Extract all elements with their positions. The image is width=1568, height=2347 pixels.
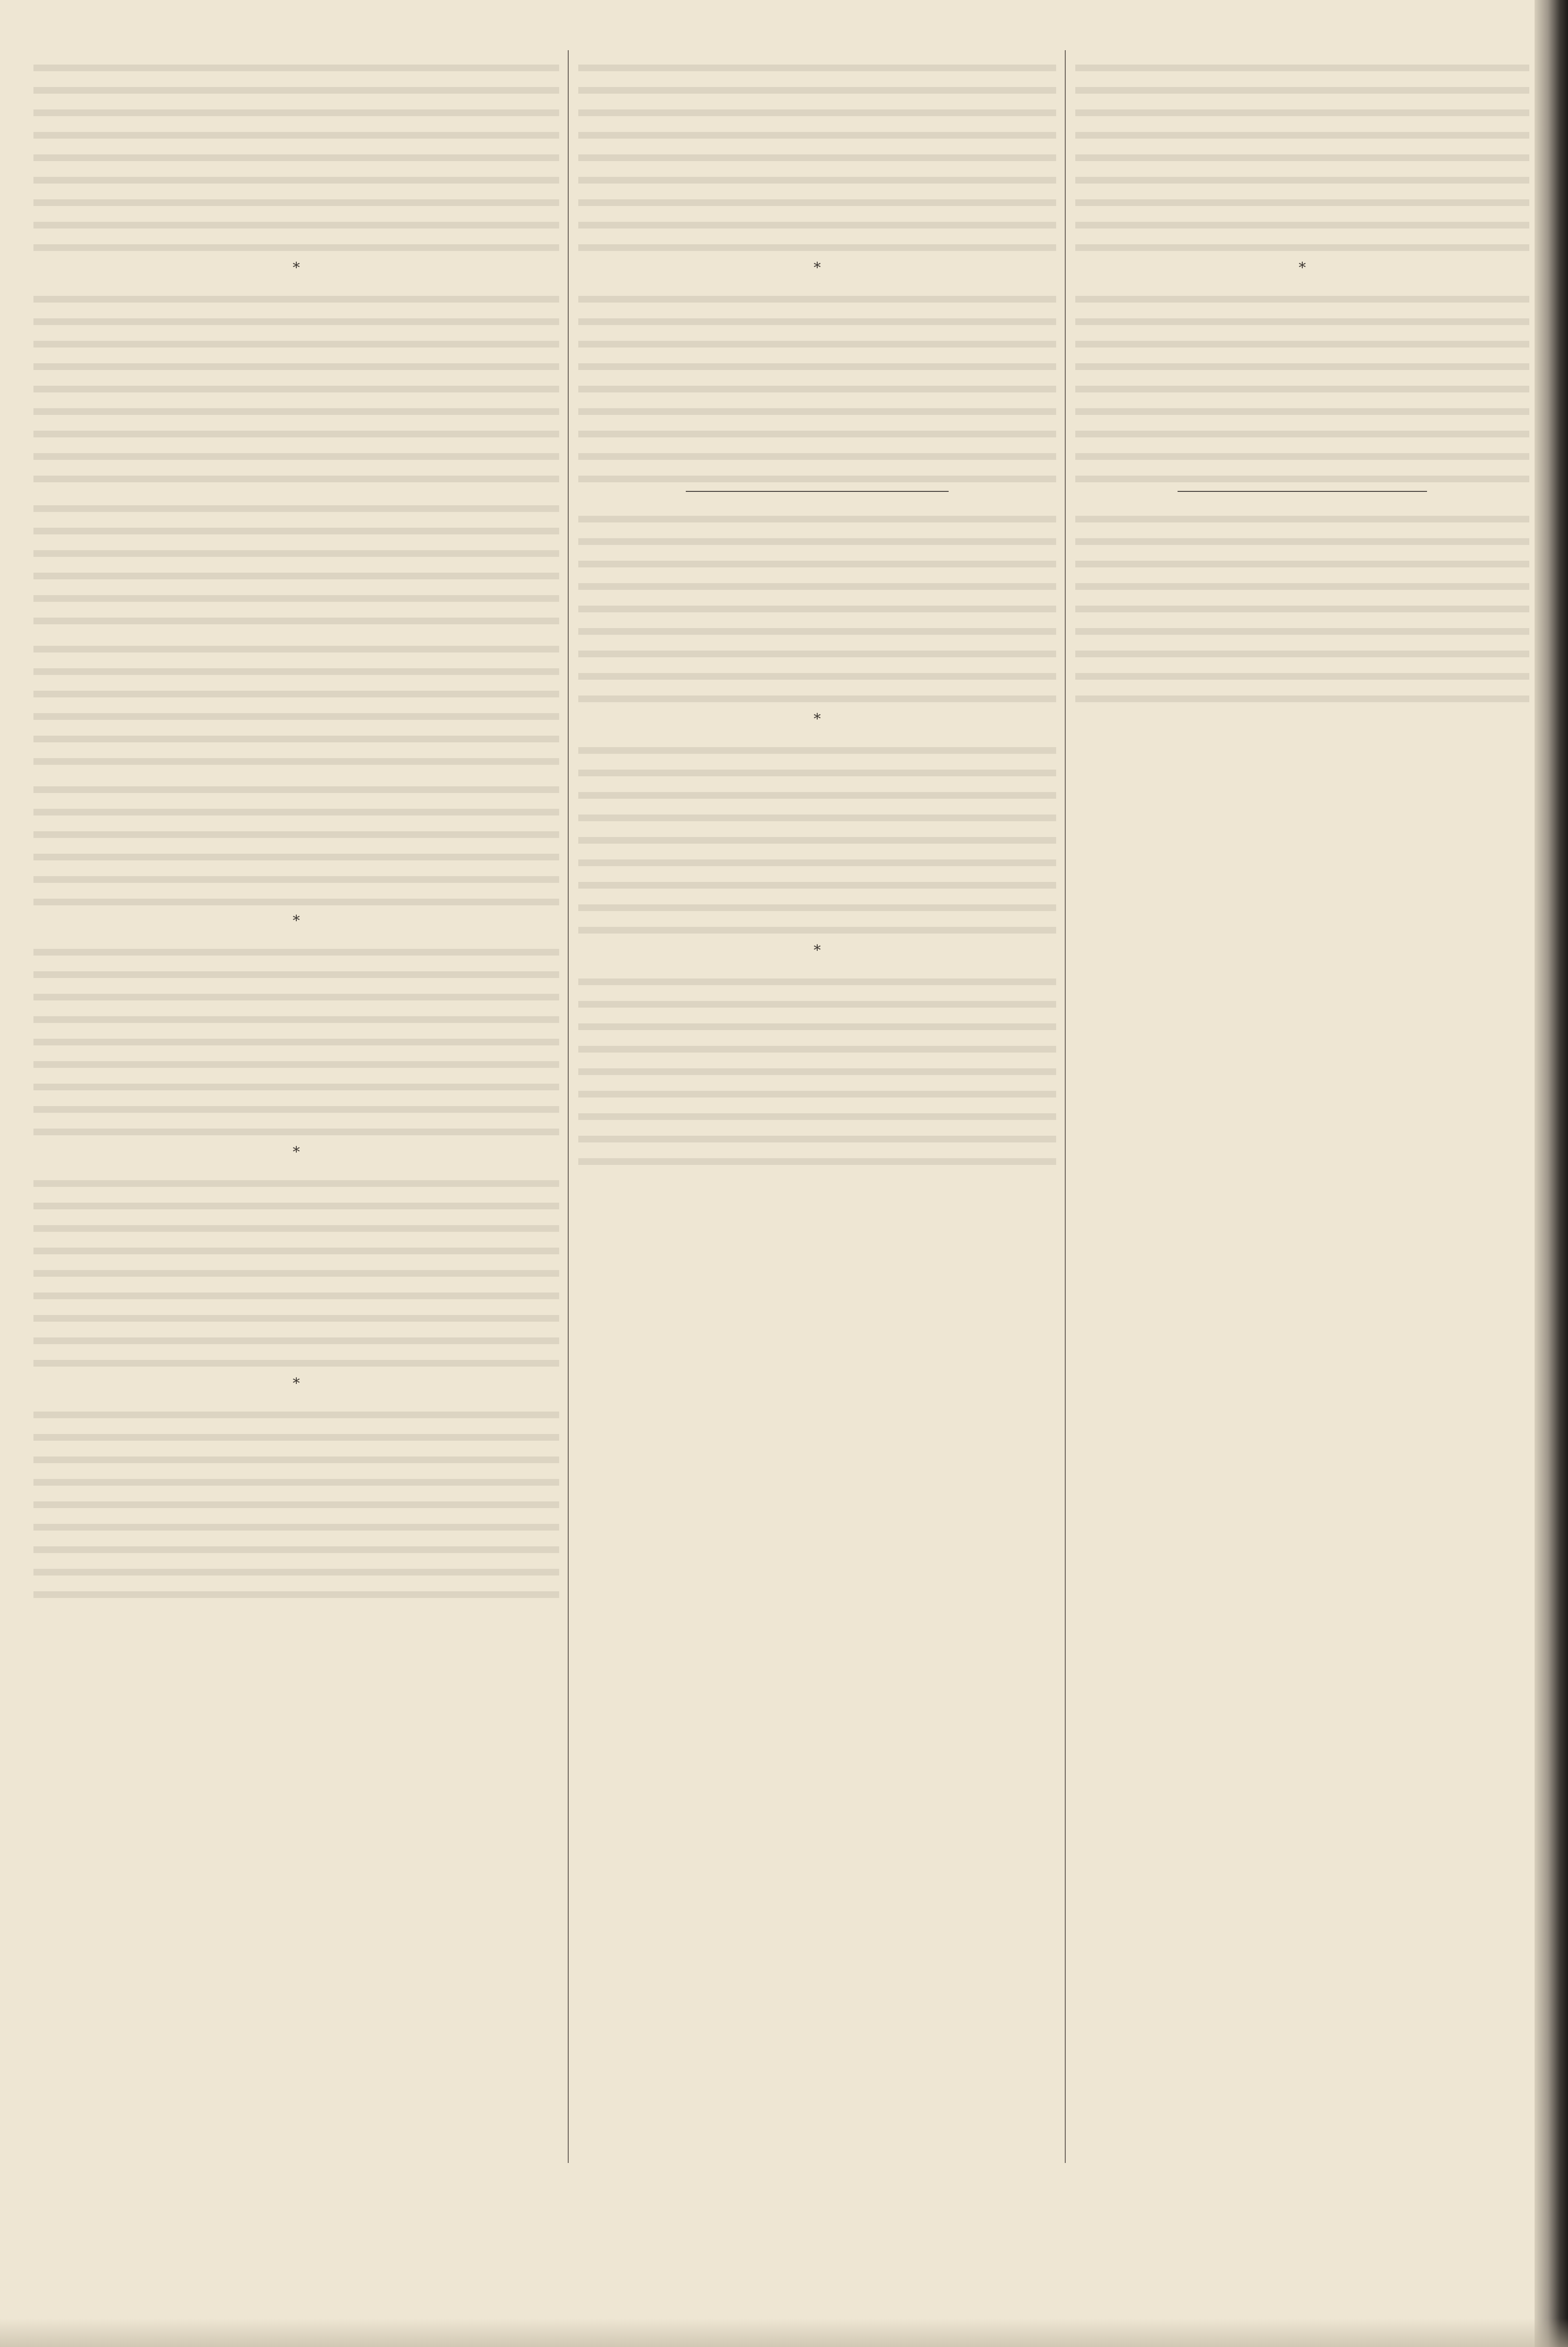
news-article xyxy=(1075,501,1529,702)
section-separator: * xyxy=(292,1144,300,1161)
section-separator: * xyxy=(813,942,821,959)
scan-edge-shadow xyxy=(1535,0,1568,2347)
column-3 xyxy=(1075,50,1529,2163)
article-paragraph xyxy=(33,50,559,251)
winners-list xyxy=(33,631,559,765)
news-article xyxy=(578,50,1056,251)
article-paragraph xyxy=(33,282,559,482)
section-separator: * xyxy=(813,711,821,728)
section-separator: * xyxy=(1298,260,1306,276)
article-paragraph xyxy=(578,50,1056,251)
news-article xyxy=(33,934,559,1135)
news-article xyxy=(578,282,1056,482)
news-article xyxy=(1075,50,1529,251)
news-article xyxy=(33,1397,559,1598)
article-paragraph xyxy=(33,934,559,1135)
section-separator: * xyxy=(292,1375,300,1392)
section-separator: * xyxy=(813,260,821,276)
article-paragraph xyxy=(578,964,1056,1165)
column-divider-2 xyxy=(1065,50,1066,2163)
news-article xyxy=(578,501,1056,702)
scan-bottom-shadow xyxy=(0,2318,1568,2347)
article-paragraph xyxy=(33,1397,559,1598)
article-paragraph xyxy=(1075,282,1529,482)
section-rule xyxy=(686,491,949,492)
winners-list xyxy=(33,491,559,625)
news-article xyxy=(33,50,559,251)
article-paragraph xyxy=(578,282,1056,482)
news-article xyxy=(33,1166,559,1367)
winners-list xyxy=(33,772,559,906)
news-article xyxy=(33,282,559,482)
section-separator: * xyxy=(292,260,300,276)
news-article xyxy=(578,964,1056,1165)
section-rule xyxy=(1178,491,1427,492)
section-separator: * xyxy=(292,913,300,929)
article-paragraph xyxy=(1075,501,1529,702)
page-body xyxy=(33,50,1529,2163)
article-paragraph xyxy=(578,733,1056,934)
page-footer-mark xyxy=(616,2242,951,2275)
news-article xyxy=(1075,282,1529,482)
column-1 xyxy=(33,50,559,2163)
news-article xyxy=(578,733,1056,934)
article-paragraph xyxy=(578,501,1056,702)
article-paragraph xyxy=(33,1166,559,1367)
column-2 xyxy=(578,50,1056,2163)
column-divider-1 xyxy=(568,50,569,2163)
article-paragraph xyxy=(1075,50,1529,251)
